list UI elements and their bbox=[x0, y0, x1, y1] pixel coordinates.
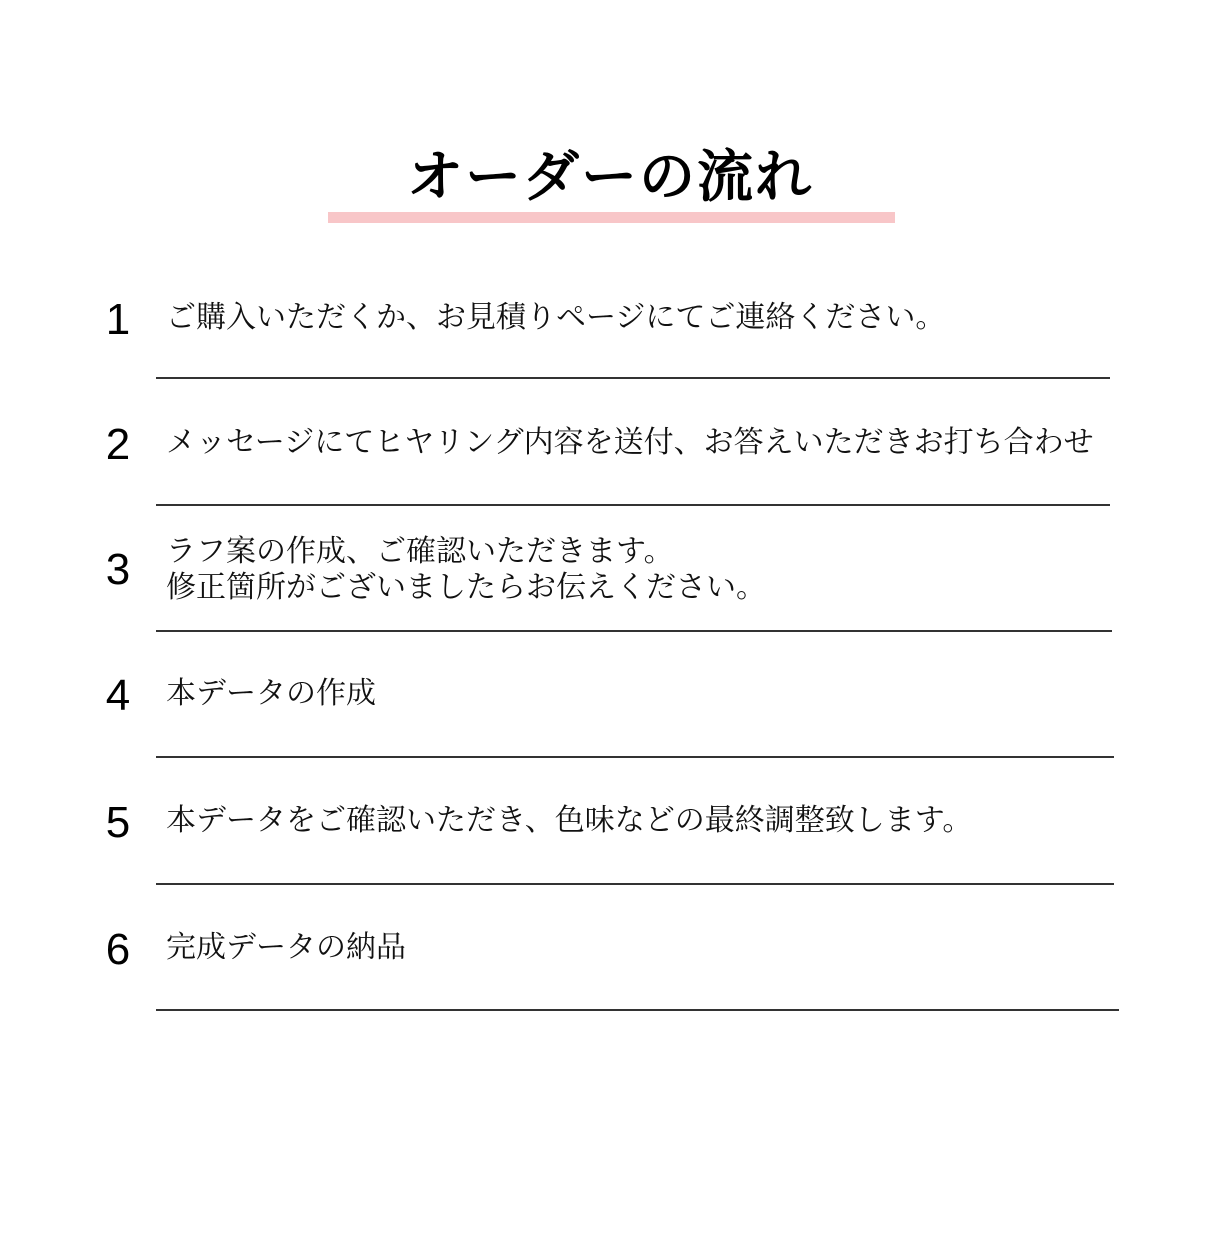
step-divider bbox=[156, 377, 1110, 379]
step-text: ご購入いただくか、お見積りページにてご連絡ください。 bbox=[166, 300, 946, 335]
step-text: 完成データの納品 bbox=[166, 930, 406, 965]
step-number: 6 bbox=[105, 925, 131, 974]
step-6 bbox=[0, 918, 1220, 1044]
page-title: オーダーの流れ bbox=[407, 145, 813, 210]
step-divider bbox=[156, 883, 1114, 885]
step-text: メッセージにてヒヤリング内容を送付、お答えいただきお打ち合わせ bbox=[166, 425, 1094, 460]
step-divider bbox=[156, 504, 1110, 506]
step-1 bbox=[0, 286, 1220, 412]
step-number: 5 bbox=[105, 798, 131, 847]
title-block bbox=[0, 140, 1220, 230]
step-3 bbox=[0, 530, 1220, 656]
step-4 bbox=[0, 666, 1220, 792]
step-text-line-2: 修正箇所がございましたらお伝えください。 bbox=[166, 570, 766, 605]
step-divider bbox=[156, 630, 1112, 632]
step-5 bbox=[0, 792, 1220, 918]
step-2 bbox=[0, 412, 1220, 538]
step-text-line-1: ラフ案の作成、ご確認いただきます。 bbox=[166, 534, 674, 569]
step-text: 本データをご確認いただき、色味などの最終調整致します。 bbox=[166, 803, 973, 838]
step-number: 3 bbox=[105, 545, 131, 594]
step-divider bbox=[156, 756, 1114, 758]
step-number: 1 bbox=[105, 295, 131, 344]
step-divider bbox=[156, 1009, 1119, 1011]
step-number: 4 bbox=[105, 671, 131, 720]
step-text: 本データの作成 bbox=[166, 676, 376, 711]
step-number: 2 bbox=[105, 420, 131, 469]
